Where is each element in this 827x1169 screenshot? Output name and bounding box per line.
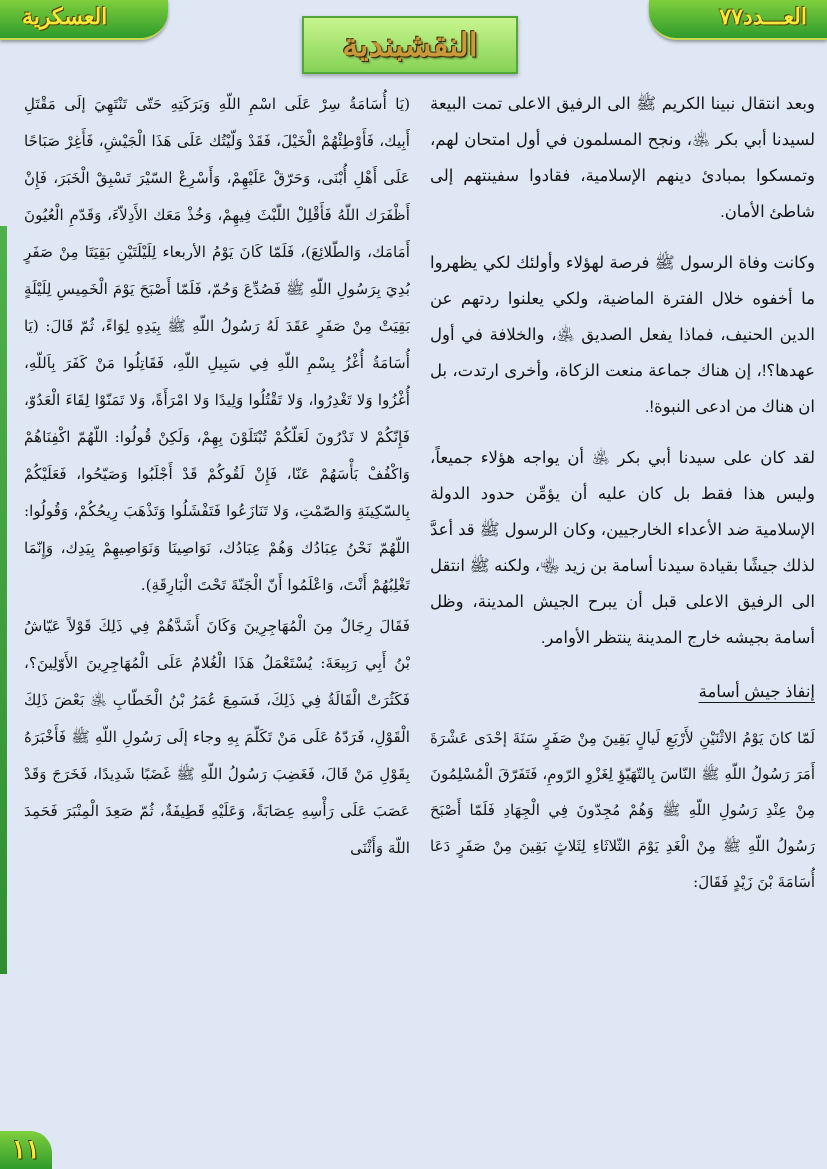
page-number: ١١	[12, 1135, 40, 1165]
section-heading: إنفاذ جيش أسامة	[698, 683, 815, 701]
paragraph: وبعد انتقال نبينا الكريم ﷺ الى الرفيق الاعلى تمت البيعة لسيدنا أبي بكر ﵁، ونجح المسلمون في أول امتحان لهم، وتمسكوا بمبادئ دينهم الإسلامية، فقادوا سفينتهم إلى شاطئ الأمان.	[430, 95, 815, 221]
left-column	[24, 86, 410, 867]
hadith-intro: لَمّا كانَ يَوْمُ الاثْنَيْنِ لأَرْبَعِ لَيالٍ بَقِينَ مِنْ صَفَرٍ سَنَةَ إحْدَى عَشْرَةَ أَمَرَ رَسُولُ اللّهِ ﷺ النّاسَ بِالتّهَيّؤِ لِغَزْوِ الرّومِ، فَتَفَرّقَ الْمُسْلِمُونَ مِنْ عِنْدِ رَسُولِ اللّهِ ﷺ وَهُمْ مُجِدّونَ فِي الْجِهَادِ فَلَمّا أَصْبَحَ رَسُولُ اللّهِ ﷺ مِنْ الْغَدِ يَوْمَ الثّلاثَاءِ لِثَلاثٍ بَقِينَ مِنْ صَفَرٍ دَعَا أُسَامَةَ بْنَ زَيْدٍ فَقَالَ:	[430, 729, 815, 891]
paragraph: فَقَالَ رِجَالٌ مِنَ الْمُهَاجِرِينَ وَكَانَ أَشَدَّهُمْ فِي ذَلِكَ قَوْلاً عَيّاشُ بْنُ أَبِي رَبِيعَةَ: يُسْتَعْمَلُ هَذَا الْغُلامُ عَلَى الْمُهَاجِرِينَ الأَوّلِينَ؟، فَكَثُرَتْ الْقَالَةُ فِي ذَلِكَ، فَسَمِعَ عُمَرُ بْنُ الْخَطّابِ ﵁ بَعْضَ ذَلِكَ الْقَوْلِ، فَرَدّهُ عَلَى مَنْ تَكَلّمَ بِهِ وجاء إلَى رَسُولِ اللّهِ ﷺ فَأَخْبَرَهُ بِقَوْلِ مَنْ قَالَ، فَغَضِبَ رَسُولُ اللّهِ ﷺ غَضَبًا شَدِيدًا، فَخَرَجَ وَقَدْ عَصَبَ عَلَى رَأْسِهِ عِصَابَةً، وَعَلَيْهِ قَطِيفَةٌ، ثُمّ صَعِدَ الْمِنْبَرَ فَحَمِدَ اللّهَ وَأَثْنَى	[24, 617, 410, 857]
header-issue-tab	[649, 0, 827, 40]
paragraph: (يَا أُسَامَةُ سِرْ عَلَى اسْمِ اللّهِ وَبَرَكَتِهِ حَتّى تَنْتَهِيَ إلَى مَقْتَلِ أَبِيك، فَأَوْطِئْهُمْ الْخَيْلَ، فَقَدْ وَلّيْتُك عَلَى هَذَا الْجَيْشِ، فَأَغِرْ صَبَاحًا عَلَى أَهْلِ أُبْنَى، وَحَرّقْ عَلَيْهِمْ، وَأَسْرِعْ السّيْرَ تَسْبِقْ الْخَبَرَ، فَإِنْ أَظْفَرَك اللّهُ فَأَقْلِلْ اللّبْثَ فِيهِمْ، وَخُذْ مَعَك الأَدِلاّءَ، وَقَدّمِ الْعُيُونَ أَمَامَك، وَالطّلائِعَ)، فَلَمّا كَانَ يَوْمُ الأربعاء لِلَيْلَتَيْنِ بَقِيَتَا مِنْ صَفَرٍ بُدِيَ بِرَسُولِ اللّهِ ﷺ فَصُدِّعَ وَحُمّ، فَلَمّا أَصْبَحَ يَوْمَ الْخَمِيسِ لِلَيْلَةٍ بَقِيَتْ مِنْ صَفَرٍ عَقَدَ لَهُ رَسُولُ اللّهِ ﷺ بِيَدِهِ لِوَاءً، ثُمّ قَالَ: (يَا أُسَامَةُ أُغْزُ بِسْمِ اللّهِ فِي سَبِيلِ اللّهِ، فَقَاتِلُوا مَنْ كَفَرَ بِاَللّهِ، أُغْزُوا وَلا تَغْدِرُوا، وَلا تَقْتُلُوا وَلِيدًا وَلا امْرَأَةً، وَلا تَمَنّوْا لِقَاءَ الْعَدُوّ، فَإِنّكُمْ لا تَدْرُونَ لَعَلّكُمْ تُبْتَلَوْنَ بِهِمْ، وَلَكِنْ قُولُوا: اللّهُمّ اكْفِنَاهُمْ وَاكْفُفْ بَأْسَهُمْ عَنّا، فَإِنْ لَقُوكُمْ قَدْ أَجْلَبُوا وَصَيّحُوا، فَعَلَيْكُمْ بِالسّكِينَةِ وَالصّمْتِ، وَلا تَنَازَعُوا فَتَفْشَلُوا وَتَذْهَبَ رِيحُكُمْ، وَقُولُوا: اللّهُمّ نَحْنُ عِبَادُك وَهُمْ عِبَادُك، نَوَاصِينَا وَنَوَاصِيهِمْ بِيَدِك، وَإِنّمَا تَغْلِبُهُمْ أَنْتَ، وَاعْلَمُوا أَنّ الْجَنّةَ تَحْتَ الْبَارِقَةِ).	[24, 95, 410, 594]
paragraph: وكانت وفاة الرسول ﷺ فرصة لهؤلاء وأولئك لكي يظهروا ما أخفوه خلال الفترة الماضية، ولكي يعلنوا ردتهم عن الدين الحنيف، فماذا يفعل الصديق ﵁، والخلافة في أول عهدها؟!، إن هناك جماعة منعت الزكاة، وأخرى ارتدت، بل ان هناك من ادعى النبوة!.	[430, 254, 815, 416]
right-column	[430, 86, 815, 900]
issue-label: العـــدد٧٧	[719, 4, 807, 30]
page-title-banner	[302, 16, 518, 74]
header-section-tab	[0, 0, 168, 40]
page-number-badge	[0, 1131, 52, 1169]
page-title: النقشبندية	[342, 26, 478, 64]
section-label: العسكرية	[22, 4, 108, 30]
left-accent-bar	[0, 226, 7, 974]
paragraph: لقد كان على سيدنا أبي بكر ﵁ أن يواجه هؤلاء جميعاً، وليس هذا فقط بل كان عليه أن يؤمِّن حدود الدولة الإسلامية ضد الأعداء الخارجيين، وكان الرسول ﷺ قد أعدَّ لذلك جيشًا بقيادة سيدنا أسامة بن زيد ﵄، ولكنه ﷺ انتقل الى الرفيق الاعلى قبل أن يبرح الجيش المدينة، وظل أسامة بجيشه خارج المدينة ينتظر الأوامر.	[430, 449, 815, 647]
